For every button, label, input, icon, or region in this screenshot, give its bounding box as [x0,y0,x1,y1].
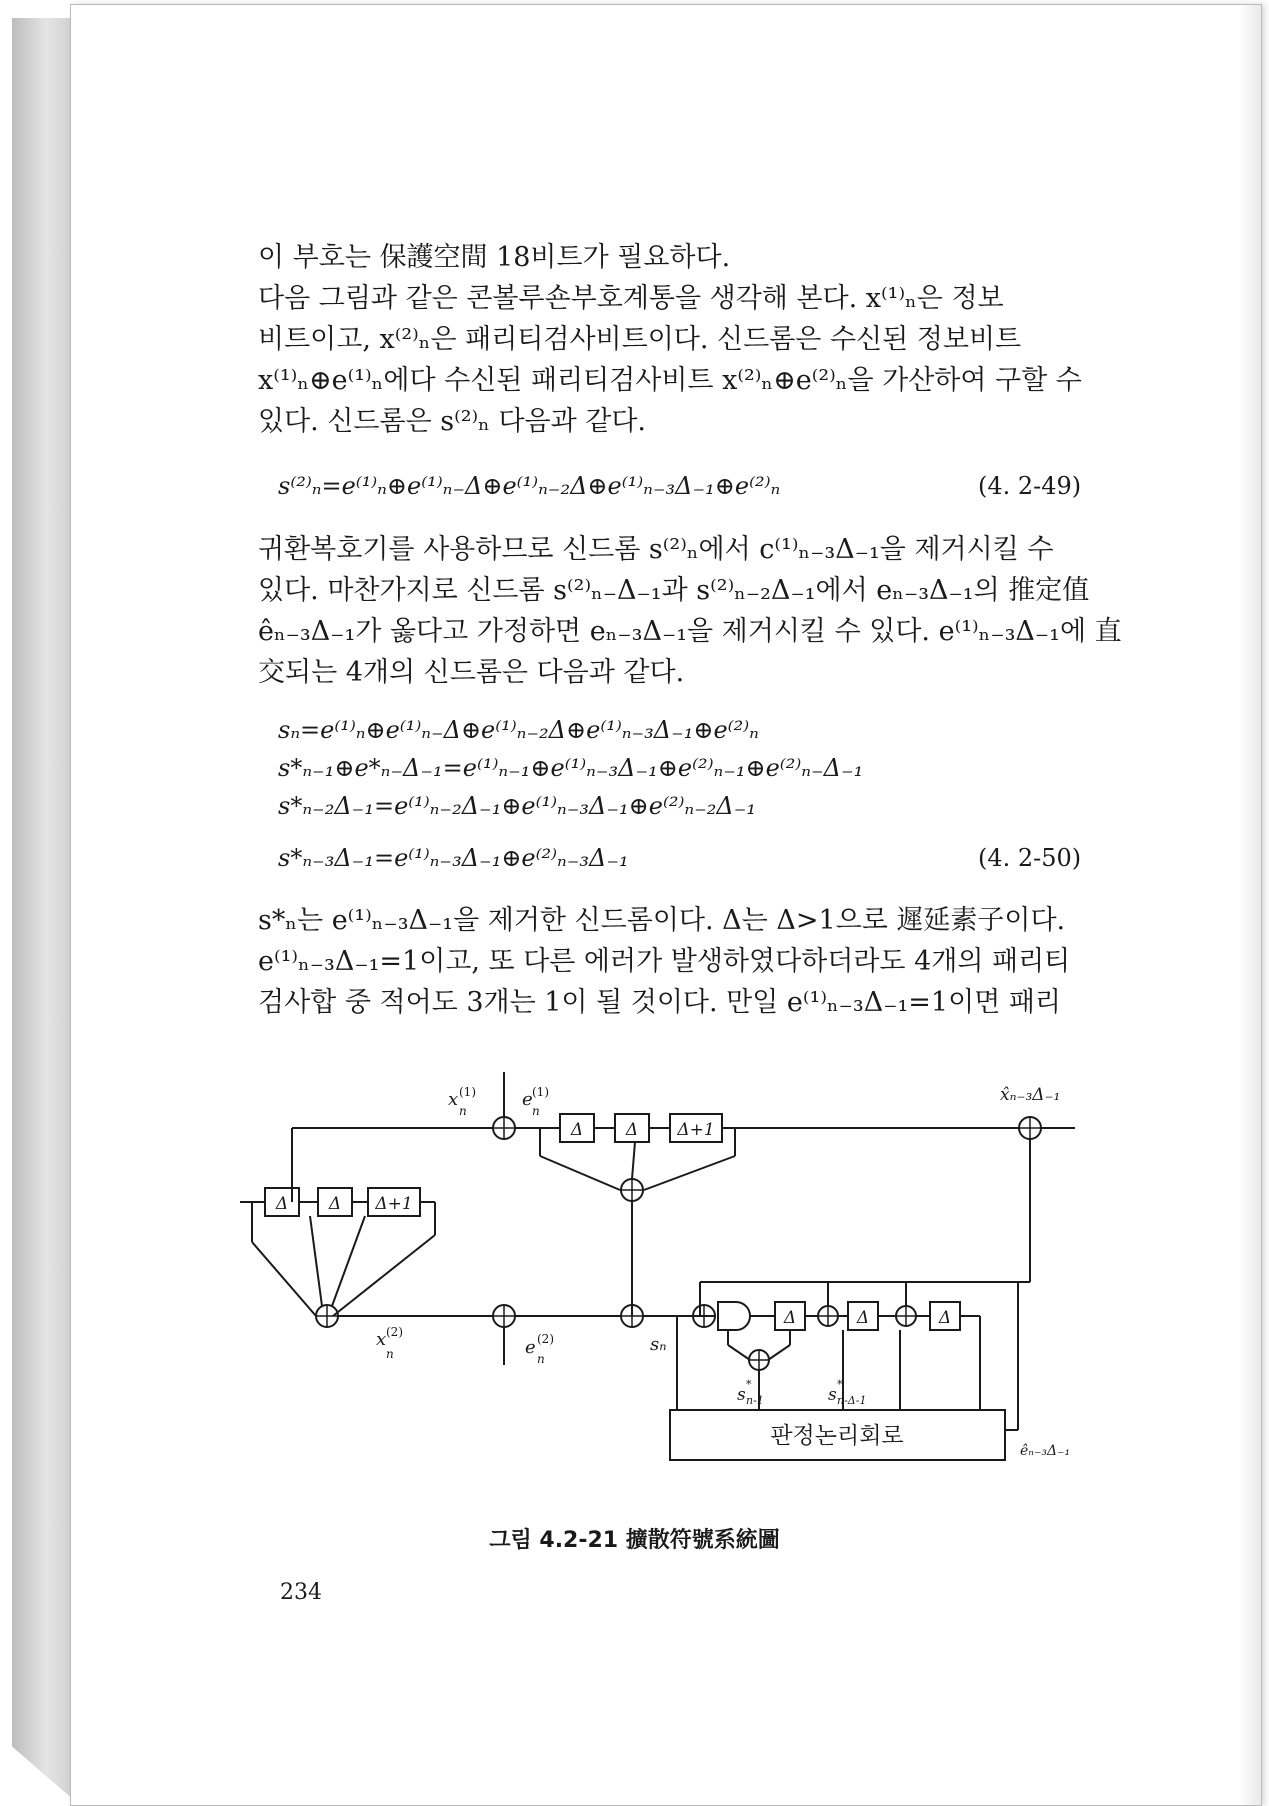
delay-label: Δ [783,1308,797,1328]
text-line: 비트이고, x⁽²⁾ₙ은 패리티검사비트이다. 신드롬은 수신된 정보비트 [258,324,1022,355]
text-line: 있다. 마찬가지로 신드롬 s⁽²⁾ₙ₋Δ₋₁과 s⁽²⁾ₙ₋₂Δ₋₁에서 eₙ₋₃Δ₋₁의 推定值 [258,575,1090,606]
delay-label: Δ [570,1120,584,1140]
equation-line: s*ₙ₋₂Δ₋₁=e⁽¹⁾ₙ₋₂Δ₋₁⊕e⁽¹⁾ₙ₋₃Δ₋₁⊕e⁽²⁾ₙ₋₂Δ₋₁ [278,792,757,820]
label-n-sub: n [532,1104,540,1118]
label-en2-sup: (2) [537,1332,554,1346]
paragraph-1 [258,235,1082,440]
decision-logic-label: 판정논리회로 [770,1423,904,1449]
delay-label: Δ+1 [375,1194,413,1214]
label-s-star-2: s [828,1385,837,1405]
block-diagram [240,1060,1080,1490]
text-line: s*ₙ는 e⁽¹⁾ₙ₋₃Δ₋₁을 제거한 신드롬이다. Δ는 Δ>1으로 遲延素子이다. [258,905,1066,936]
text-line: e⁽¹⁾ₙ₋₃Δ₋₁=1이고, 또 다른 에러가 발생하였다하더라도 4개의 패리티 [258,946,1071,977]
equation-line: s*ₙ₋₁⊕e*ₙ₋Δ₋₁=e⁽¹⁾ₙ₋₁⊕e⁽¹⁾ₙ₋₃Δ₋₁⊕e⁽²⁾ₙ₋₁⊕e⁽²⁾ₙ₋Δ₋₁ [278,754,864,782]
label-en1-sup: (1) [532,1085,549,1099]
label-ehat: êₙ₋₃Δ₋₁ [1020,1443,1071,1459]
text-line: 交되는 4개의 신드롬은 다음과 같다. [258,657,685,688]
equation-line: s*ₙ₋₃Δ₋₁=e⁽¹⁾ₙ₋₃Δ₋₁⊕e⁽²⁾ₙ₋₃Δ₋₁ [278,844,629,872]
and-gate [718,1302,750,1330]
wire [252,1242,316,1316]
wire [333,1235,435,1316]
label-en1: e [522,1089,533,1110]
equation-4-2-49: s⁽²⁾ₙ=e⁽¹⁾ₙ⊕e⁽¹⁾ₙ₋Δ⊕e⁽¹⁾ₙ₋₂Δ⊕e⁽¹⁾ₙ₋₃Δ₋₁⊕e⁽²⁾ₙ [278,472,781,500]
label-xn1: x [448,1089,459,1110]
wire [728,1345,750,1360]
text-line: êₙ₋₃Δ₋₁가 옳다고 가정하면 eₙ₋₃Δ₋₁을 제거시킬 수 있다. e⁽¹⁾ₙ₋₃Δ₋₁에 直 [258,616,1122,647]
delay-label: Δ [856,1308,870,1328]
wire [768,1345,790,1360]
label-star: * [746,1378,752,1391]
label-xn2: x [376,1329,387,1350]
delay-label: Δ [328,1194,342,1214]
delay-label: Δ [938,1308,952,1328]
label-sn: sₙ [650,1334,667,1355]
text-line: 있다. 신드롬은 s⁽²⁾ₙ 다음과 같다. [258,406,647,437]
delay-label: Δ+1 [677,1120,715,1140]
paragraph-2 [258,527,1122,691]
wire [310,1216,322,1306]
equation-number: (4. 2-49) [978,472,1082,500]
delay-label: Δ [275,1194,289,1214]
label-n-sub: n [537,1352,545,1366]
wire [644,1156,735,1190]
text-line: 검사합 중 적어도 3개는 1이 될 것이다. 만일 e⁽¹⁾ₙ₋₃Δ₋₁=1이면 패리 [258,987,1062,1018]
label-xn2-sup: (2) [386,1325,403,1339]
wire [632,1142,635,1179]
label-xhat: x̂ₙ₋₃Δ₋₁ [1000,1085,1061,1105]
wire [332,1216,365,1306]
equation-number: (4. 2-50) [978,844,1082,872]
label-n-sub: n [386,1347,394,1361]
label-en2: e [525,1337,536,1358]
label-star: * [837,1378,843,1391]
text-line: 귀환복호기를 사용하므로 신드롬 s⁽²⁾ₙ에서 c⁽¹⁾ₙ₋₃Δ₋₁을 제거시킬 수 [258,534,1054,565]
paragraph-3 [258,898,1078,1021]
page-number: 234 [280,1580,322,1605]
label-s-star-2-sub: n-Δ-1 [837,1394,867,1407]
label-s-star-1-sub: n-1 [746,1394,764,1407]
text-line: x⁽¹⁾ₙ⊕e⁽¹⁾ₙ에다 수신된 패리티검사비트 x⁽²⁾ₙ⊕e⁽²⁾ₙ을 가산하여 구할 수 [258,365,1082,396]
text-line: 다음 그림과 같은 콘볼루숀부호계통을 생각해 본다. x⁽¹⁾ₙ은 정보 [258,283,1004,314]
label-n-sub: n [459,1104,467,1118]
equation-line: sₙ=e⁽¹⁾ₙ⊕e⁽¹⁾ₙ₋Δ⊕e⁽¹⁾ₙ₋₂Δ⊕e⁽¹⁾ₙ₋₃Δ₋₁⊕e⁽²⁾ₙ [278,716,759,744]
label-s-star-1: s [737,1385,746,1405]
delay-label: Δ [625,1120,639,1140]
label-xn1-sup: (1) [459,1085,476,1099]
figure-caption: 그림 4.2-21 擴散符號系統圖 [489,1528,780,1553]
wire [540,1156,620,1190]
text-line: 이 부호는 保護空間 18비트가 필요하다. [258,242,731,273]
